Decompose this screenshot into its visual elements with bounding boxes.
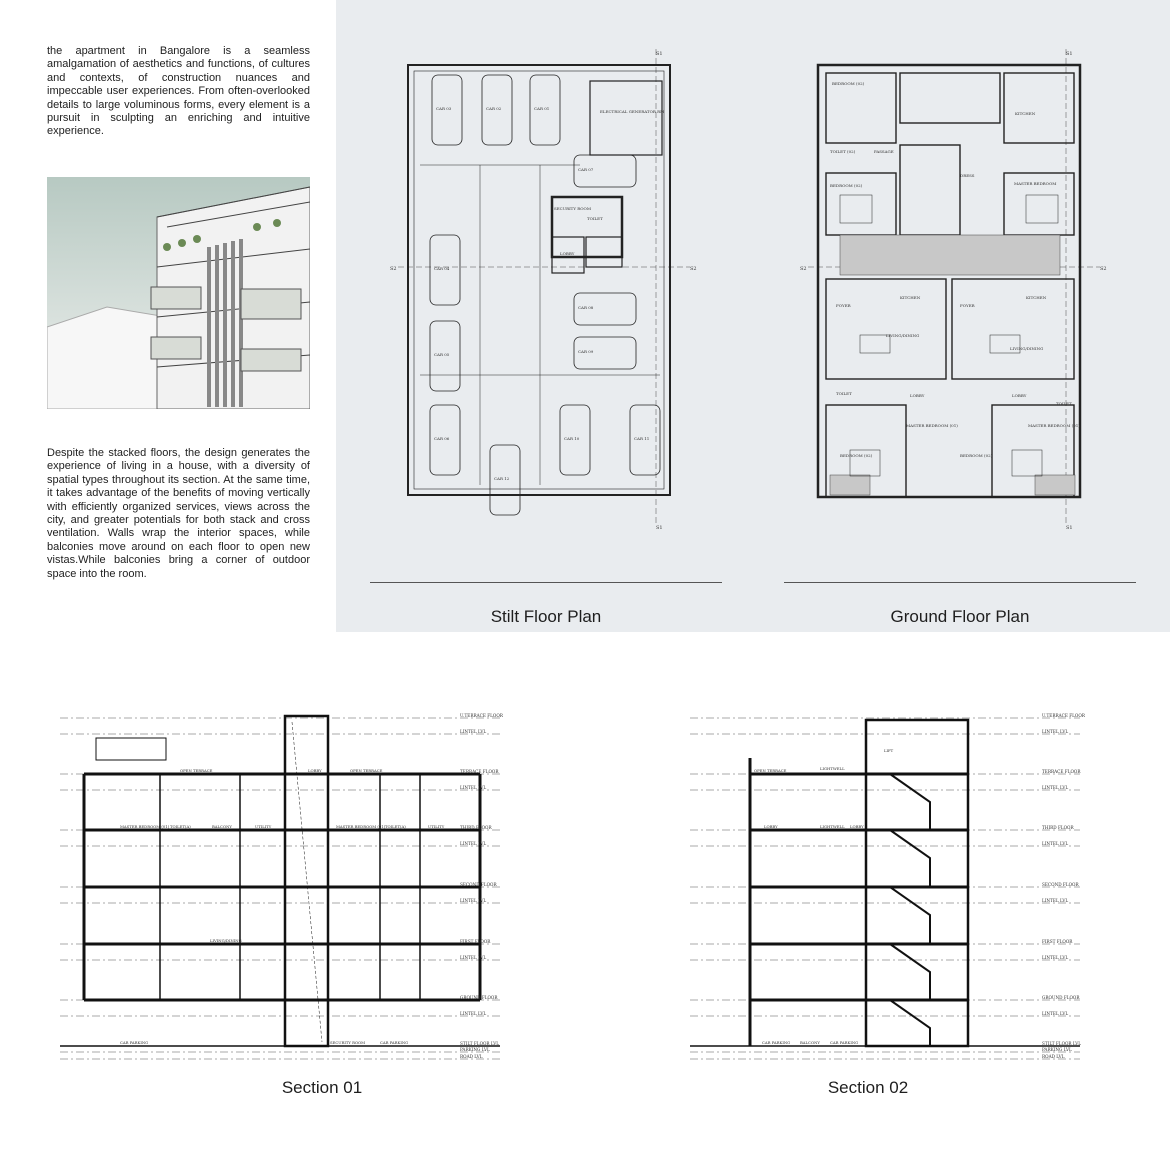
level-label: LINTEL LVL — [460, 729, 487, 734]
section02-room-label: CAR PARKING — [830, 1040, 859, 1045]
svg-text:S1: S1 — [1066, 51, 1073, 57]
level-label: PARKING LVL — [460, 1047, 490, 1052]
body-paragraph: Despite the stacked floors, the design generates the experience of living in a house, with a diversity of spatial types throughout its section. At the same time, it takes advantage of the benefits of moving vertically with efficiently organized services, views across the city, and greater potentials for both stack and cross ventilation. Walls wrap the interior spaces, while balconies move around on each floor to open new vistas.While balconies bring a corner of outdoor space into the room. — [47, 447, 310, 580]
level-label: GROUND FLOOR — [460, 995, 498, 1000]
ground-room-label: MASTER BEDROOM (01) — [906, 423, 958, 428]
ground-room-label: LOBBY — [910, 393, 925, 398]
ground-room-label: BEDROOM (02) — [830, 183, 863, 188]
ground-room-label: BEDROOM (02) — [832, 81, 865, 86]
level-label: U.TERRACE FLOOR — [1042, 713, 1085, 718]
ground-room-label: KITCHEN — [1026, 295, 1047, 300]
level-label: TERRACE FLOOR — [1042, 769, 1081, 774]
stilt-room-label: ELECTRICAL GENERATOR RM — [600, 109, 665, 114]
svg-text:S2: S2 — [800, 266, 807, 272]
level-label: STILT FLOOR LVL — [460, 1041, 500, 1046]
level-label: THIRD FLOOR — [1042, 825, 1074, 830]
ground-room-label: FOYER — [836, 303, 851, 308]
section01-room-label: UTILITY — [255, 824, 272, 829]
svg-text:S2: S2 — [690, 266, 697, 272]
level-label: FIRST FLOOR — [460, 939, 491, 944]
svg-text:S1: S1 — [656, 525, 663, 530]
section01-room-label: LIVING/DINING — [210, 938, 242, 943]
level-label: LINTEL LVL — [1042, 955, 1069, 960]
car-label: CAR 10 — [564, 436, 580, 441]
car-label: CAR 02 — [486, 106, 502, 111]
car-label: CAR 11 — [634, 436, 650, 441]
level-label: LINTEL LVL — [1042, 841, 1069, 846]
level-label: U.TERRACE FLOOR — [460, 713, 503, 718]
intro-paragraph: the apartment in Bangalore is a seamless amalgamation of aesthetics and functions, of cultures and contexts, of construction nuances and impeccable user experiences. From often-overlooked details to large voluminous forms, every element is a pursuit in sculpting an enriching and intuitive experience. — [47, 45, 310, 138]
level-label: LINTEL LVL — [1042, 785, 1069, 790]
section-01-drawing — [60, 712, 530, 1072]
ground-room-label: BEDROOM (02) — [840, 453, 873, 458]
level-label: LINTEL LVL — [1042, 898, 1069, 903]
ground-caption-line — [784, 582, 1136, 583]
level-label: SECOND FLOOR — [460, 882, 497, 887]
svg-text:S2: S2 — [1100, 266, 1107, 272]
stilt-room-label: LOBBY — [560, 251, 575, 256]
level-label: LINTEL LVL — [460, 785, 487, 790]
svg-text:S1: S1 — [1066, 525, 1073, 530]
level-label: LINTEL LVL — [460, 1011, 487, 1016]
section02-room-label: LIGHTWELL — [820, 766, 845, 771]
ground-room-label: PASSAGE — [874, 149, 894, 154]
section01-room-label: LOBBY — [308, 768, 322, 773]
stilt-room-label: TOILET — [587, 216, 603, 221]
ground-room-label: LOBBY — [1012, 393, 1027, 398]
stilt-room-label: SECURITY ROOM — [554, 206, 591, 211]
ground-room-label: KITCHEN — [1015, 111, 1036, 116]
section01-room-label: TOILET(A) — [385, 824, 406, 829]
svg-text:S1: S1 — [656, 51, 663, 57]
section01-room-label: UTILITY — [428, 824, 445, 829]
section02-room-label: LOBBY — [850, 824, 864, 829]
car-label: CAR 09 — [578, 349, 594, 354]
ground-room-label: TOILET — [836, 391, 852, 396]
section02-room-label: BALCONY — [800, 1040, 820, 1045]
section01-room-label: BALCONY — [212, 824, 232, 829]
ground-room-label: LIVING/DINING — [886, 333, 920, 338]
level-label: STILT FLOOR LVL — [1042, 1041, 1082, 1046]
ground-room-label: DRESS — [960, 173, 975, 178]
car-label: CAR 01 — [534, 106, 550, 111]
car-label: CAR 03 — [436, 106, 452, 111]
ground-room-label: LIVING/DINING — [1010, 346, 1044, 351]
section01-room-label: CAR PARKING — [380, 1040, 409, 1045]
section02-room-label: OPEN TERRACE — [754, 768, 787, 773]
section01-room-label: TOILET(A) — [170, 824, 191, 829]
svg-text:S2: S2 — [390, 266, 397, 272]
level-label: LINTEL LVL — [460, 955, 487, 960]
section01-room-label: OPEN TERRACE — [350, 768, 383, 773]
level-label: GROUND FLOOR — [1042, 995, 1080, 1000]
level-label: SECOND FLOOR — [1042, 882, 1079, 887]
stilt-floor-plan-caption: Stilt Floor Plan — [490, 607, 602, 626]
car-label: CAR 12 — [494, 476, 510, 481]
section-01-caption: Section 01 — [281, 1078, 363, 1097]
level-label: ROAD LVL — [460, 1054, 483, 1059]
level-label: LINTEL LVL — [1042, 729, 1069, 734]
section02-room-label: LIGHTWELL — [820, 824, 845, 829]
level-label: LINTEL LVL — [460, 841, 487, 846]
ground-room-label: KITCHEN — [900, 295, 921, 300]
ground-room-label: MASTER BEDROOM (01) — [1028, 423, 1080, 428]
section-02-drawing — [690, 712, 1110, 1072]
car-label: CAR 04 — [434, 266, 450, 271]
ground-room-label: BEDROOM (02) — [960, 453, 993, 458]
ground-room-label: MASTER BEDROOM — [1014, 181, 1057, 186]
car-label: CAR 08 — [578, 305, 594, 310]
car-label: CAR 06 — [434, 436, 450, 441]
ground-floor-plan-caption: Ground Floor Plan — [890, 607, 1030, 626]
car-label: CAR 07 — [578, 167, 594, 172]
ground-room-label: TOILET (02) — [830, 149, 856, 154]
section02-room-label: LIFT — [884, 748, 894, 753]
ground-room-label: TOILET — [1056, 401, 1072, 406]
level-label: LINTEL LVL — [460, 898, 487, 903]
level-label: PARKING LVL — [1042, 1047, 1072, 1052]
building-rendering — [47, 177, 310, 409]
stilt-caption-line — [370, 582, 722, 583]
section01-room-label: MASTER BEDROOM (01) — [336, 824, 386, 829]
section01-room-label: MASTER BEDROOM (01) — [120, 824, 170, 829]
level-label: THIRD FLOOR — [460, 825, 492, 830]
level-label: FIRST FLOOR — [1042, 939, 1073, 944]
section02-room-label: CAR PARKING — [762, 1040, 791, 1045]
stilt-floor-plan — [390, 45, 705, 530]
section01-room-label: OPEN TERRACE — [180, 768, 213, 773]
level-label: TERRACE FLOOR — [460, 769, 499, 774]
ground-room-label: FOYER — [960, 303, 975, 308]
level-label: ROAD LVL — [1042, 1054, 1065, 1059]
ground-floor-plan — [800, 45, 1115, 530]
section01-room-label: SECURITY ROOM — [330, 1040, 366, 1045]
section02-room-label: LOBBY — [764, 824, 778, 829]
section01-room-label: CAR PARKING — [120, 1040, 149, 1045]
section-02-caption: Section 02 — [827, 1078, 909, 1097]
level-label: LINTEL LVL — [1042, 1011, 1069, 1016]
car-label: CAR 05 — [434, 352, 450, 357]
